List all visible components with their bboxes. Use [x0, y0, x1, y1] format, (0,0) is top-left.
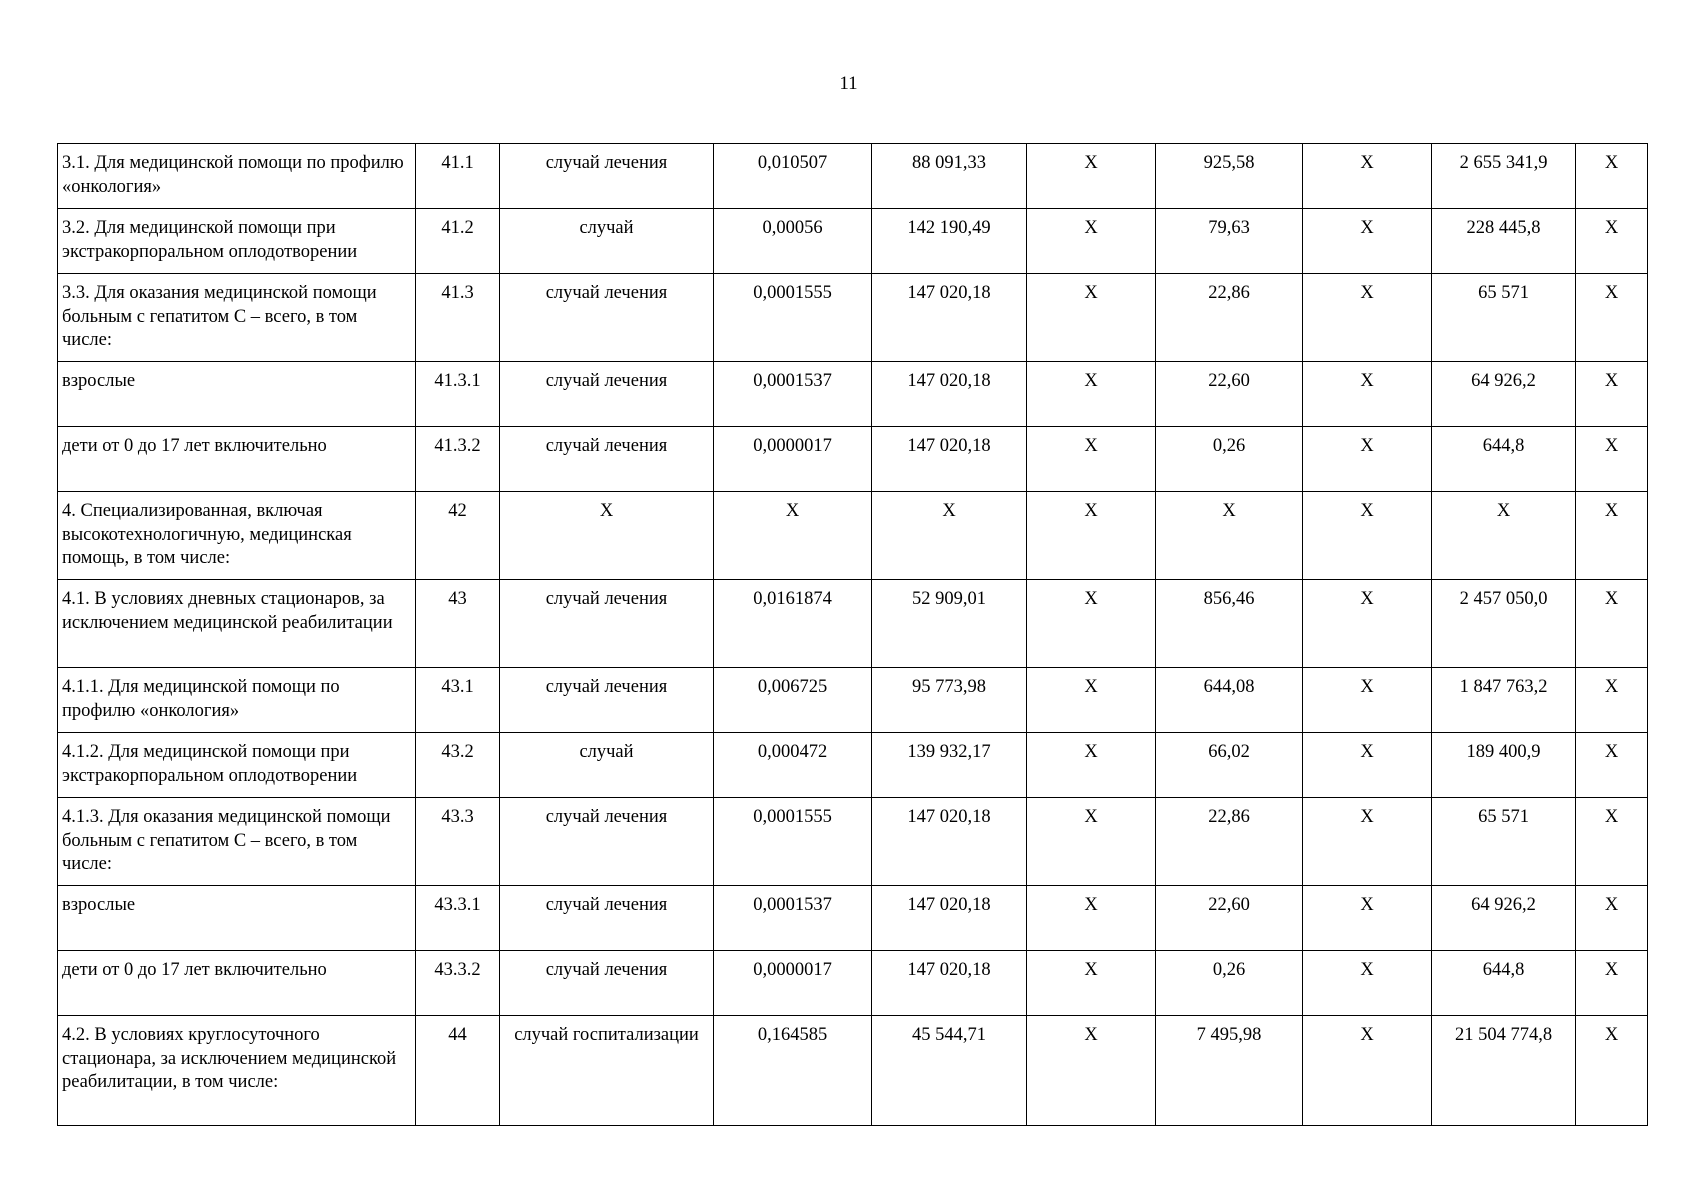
row-value-cell: 21 504 774,8: [1432, 1016, 1576, 1126]
row-value-cell: X: [872, 492, 1027, 580]
row-value-cell: 856,46: [1156, 580, 1303, 668]
row-unit-cell: случай лечения: [500, 798, 714, 886]
row-code-cell: 44: [416, 1016, 500, 1126]
table-row: [58, 886, 1648, 951]
row-unit-cell: случай лечения: [500, 144, 714, 209]
row-value-cell: X: [1027, 798, 1156, 886]
row-value-cell: 0,0161874: [714, 580, 872, 668]
row-value-cell: 147 020,18: [872, 427, 1027, 492]
row-value-cell: X: [1303, 668, 1432, 733]
row-value-cell: 64 926,2: [1432, 886, 1576, 951]
row-value-cell: X: [1576, 951, 1648, 1016]
row-value-cell: X: [1156, 492, 1303, 580]
row-value-cell: X: [1027, 668, 1156, 733]
row-value-cell: X: [1576, 209, 1648, 274]
row-value-cell: 147 020,18: [872, 274, 1027, 362]
row-value-cell: 1 847 763,2: [1432, 668, 1576, 733]
row-value-cell: 52 909,01: [872, 580, 1027, 668]
row-value-cell: 147 020,18: [872, 362, 1027, 427]
row-value-cell: 65 571: [1432, 274, 1576, 362]
row-value-cell: 66,02: [1156, 733, 1303, 798]
row-code-cell: 42: [416, 492, 500, 580]
row-value-cell: 0,006725: [714, 668, 872, 733]
row-value-cell: 147 020,18: [872, 798, 1027, 886]
row-code-cell: 41.3.1: [416, 362, 500, 427]
table-row: [58, 951, 1648, 1016]
tariff-table: [57, 143, 1648, 1126]
row-value-cell: 95 773,98: [872, 668, 1027, 733]
row-value-cell: 65 571: [1432, 798, 1576, 886]
row-value-cell: 64 926,2: [1432, 362, 1576, 427]
row-value-cell: X: [1303, 1016, 1432, 1126]
row-value-cell: 22,60: [1156, 362, 1303, 427]
row-value-cell: X: [714, 492, 872, 580]
table-row: [58, 362, 1648, 427]
row-value-cell: 925,58: [1156, 144, 1303, 209]
row-code-cell: 41.3.2: [416, 427, 500, 492]
row-value-cell: X: [1576, 492, 1648, 580]
row-value-cell: X: [1027, 362, 1156, 427]
row-name-cell: 3.3. Для оказания медицинской помощи больным с гепатитом С – всего, в том числе:: [58, 274, 416, 362]
row-value-cell: 189 400,9: [1432, 733, 1576, 798]
table-row: [58, 144, 1648, 209]
table-row: [58, 580, 1648, 668]
row-code-cell: 41.1: [416, 144, 500, 209]
row-value-cell: X: [1027, 1016, 1156, 1126]
row-unit-cell: случай: [500, 209, 714, 274]
row-value-cell: 0,0001555: [714, 274, 872, 362]
row-unit-cell: случай лечения: [500, 362, 714, 427]
table-row: [58, 427, 1648, 492]
table-row: [58, 274, 1648, 362]
row-value-cell: X: [1303, 427, 1432, 492]
row-value-cell: X: [1576, 798, 1648, 886]
row-value-cell: X: [1027, 144, 1156, 209]
row-code-cell: 43.2: [416, 733, 500, 798]
row-value-cell: X: [1027, 733, 1156, 798]
row-value-cell: X: [1576, 274, 1648, 362]
row-value-cell: 2 655 341,9: [1432, 144, 1576, 209]
row-code-cell: 41.3: [416, 274, 500, 362]
row-value-cell: 22,60: [1156, 886, 1303, 951]
row-name-cell: 4.1.3. Для оказания медицинской помощи больным с гепатитом С – всего, в том числе:: [58, 798, 416, 886]
row-value-cell: X: [1576, 427, 1648, 492]
row-value-cell: 45 544,71: [872, 1016, 1027, 1126]
row-name-cell: 4.1.1. Для медицинской помощи по профилю «онкология»: [58, 668, 416, 733]
row-code-cell: 43.1: [416, 668, 500, 733]
row-value-cell: 139 932,17: [872, 733, 1027, 798]
row-name-cell: 4.1. В условиях дневных стационаров, за исключением медицинской реабилитации: [58, 580, 416, 668]
row-value-cell: X: [1303, 274, 1432, 362]
table-row: [58, 492, 1648, 580]
row-name-cell: дети от 0 до 17 лет включительно: [58, 951, 416, 1016]
row-value-cell: X: [1576, 580, 1648, 668]
row-value-cell: X: [1303, 362, 1432, 427]
row-value-cell: X: [1027, 492, 1156, 580]
row-value-cell: 644,8: [1432, 427, 1576, 492]
row-value-cell: 7 495,98: [1156, 1016, 1303, 1126]
row-name-cell: 4. Специализированная, включая высокотехнологичную, медицинская помощь, в том числе:: [58, 492, 416, 580]
row-value-cell: 79,63: [1156, 209, 1303, 274]
row-value-cell: 0,010507: [714, 144, 872, 209]
row-value-cell: X: [1027, 274, 1156, 362]
row-value-cell: X: [1576, 144, 1648, 209]
row-unit-cell: случай лечения: [500, 580, 714, 668]
row-value-cell: 0,0001537: [714, 886, 872, 951]
row-value-cell: 228 445,8: [1432, 209, 1576, 274]
row-name-cell: 4.2. В условиях круглосуточного стационара, за исключением медицинской реабилитации, в том числе:: [58, 1016, 416, 1126]
row-value-cell: X: [1576, 668, 1648, 733]
row-unit-cell: случай лечения: [500, 274, 714, 362]
row-value-cell: X: [1303, 733, 1432, 798]
row-unit-cell: X: [500, 492, 714, 580]
row-value-cell: 0,0000017: [714, 951, 872, 1016]
row-unit-cell: случай лечения: [500, 668, 714, 733]
row-code-cell: 41.2: [416, 209, 500, 274]
row-value-cell: 2 457 050,0: [1432, 580, 1576, 668]
row-value-cell: X: [1303, 886, 1432, 951]
page-number: 11: [839, 73, 858, 94]
row-name-cell: 3.2. Для медицинской помощи при экстракорпоральном оплодотворении: [58, 209, 416, 274]
row-value-cell: X: [1576, 1016, 1648, 1126]
row-name-cell: 4.1.2. Для медицинской помощи при экстракорпоральном оплодотворении: [58, 733, 416, 798]
row-value-cell: X: [1576, 733, 1648, 798]
row-name-cell: дети от 0 до 17 лет включительно: [58, 427, 416, 492]
row-value-cell: 0,0001537: [714, 362, 872, 427]
row-value-cell: 0,0001555: [714, 798, 872, 886]
row-value-cell: X: [1576, 362, 1648, 427]
table-row: [58, 209, 1648, 274]
row-unit-cell: случай лечения: [500, 886, 714, 951]
row-name-cell: взрослые: [58, 886, 416, 951]
row-value-cell: X: [1303, 798, 1432, 886]
row-code-cell: 43.3.2: [416, 951, 500, 1016]
table-row: [58, 668, 1648, 733]
row-value-cell: X: [1303, 951, 1432, 1016]
row-value-cell: 147 020,18: [872, 951, 1027, 1016]
row-unit-cell: случай лечения: [500, 951, 714, 1016]
row-value-cell: X: [1027, 951, 1156, 1016]
row-value-cell: X: [1027, 886, 1156, 951]
table-row: [58, 798, 1648, 886]
row-code-cell: 43.3: [416, 798, 500, 886]
row-code-cell: 43.3.1: [416, 886, 500, 951]
row-value-cell: 0,000472: [714, 733, 872, 798]
row-name-cell: взрослые: [58, 362, 416, 427]
row-value-cell: 142 190,49: [872, 209, 1027, 274]
row-value-cell: X: [1303, 144, 1432, 209]
row-value-cell: 0,164585: [714, 1016, 872, 1126]
row-value-cell: X: [1027, 209, 1156, 274]
row-value-cell: X: [1432, 492, 1576, 580]
row-value-cell: 88 091,33: [872, 144, 1027, 209]
row-value-cell: 0,26: [1156, 951, 1303, 1016]
row-value-cell: X: [1303, 492, 1432, 580]
row-value-cell: X: [1027, 427, 1156, 492]
row-unit-cell: случай лечения: [500, 427, 714, 492]
row-value-cell: X: [1303, 580, 1432, 668]
row-value-cell: 22,86: [1156, 798, 1303, 886]
row-unit-cell: случай госпитализации: [500, 1016, 714, 1126]
row-value-cell: 147 020,18: [872, 886, 1027, 951]
row-value-cell: 22,86: [1156, 274, 1303, 362]
row-value-cell: X: [1303, 209, 1432, 274]
row-value-cell: 644,8: [1432, 951, 1576, 1016]
row-value-cell: 0,26: [1156, 427, 1303, 492]
table-row: [58, 733, 1648, 798]
row-value-cell: 0,00056: [714, 209, 872, 274]
row-value-cell: X: [1576, 886, 1648, 951]
row-code-cell: 43: [416, 580, 500, 668]
row-value-cell: 0,0000017: [714, 427, 872, 492]
row-unit-cell: случай: [500, 733, 714, 798]
table-row: [58, 1016, 1648, 1126]
row-value-cell: X: [1027, 580, 1156, 668]
row-value-cell: 644,08: [1156, 668, 1303, 733]
row-name-cell: 3.1. Для медицинской помощи по профилю «онкология»: [58, 144, 416, 209]
